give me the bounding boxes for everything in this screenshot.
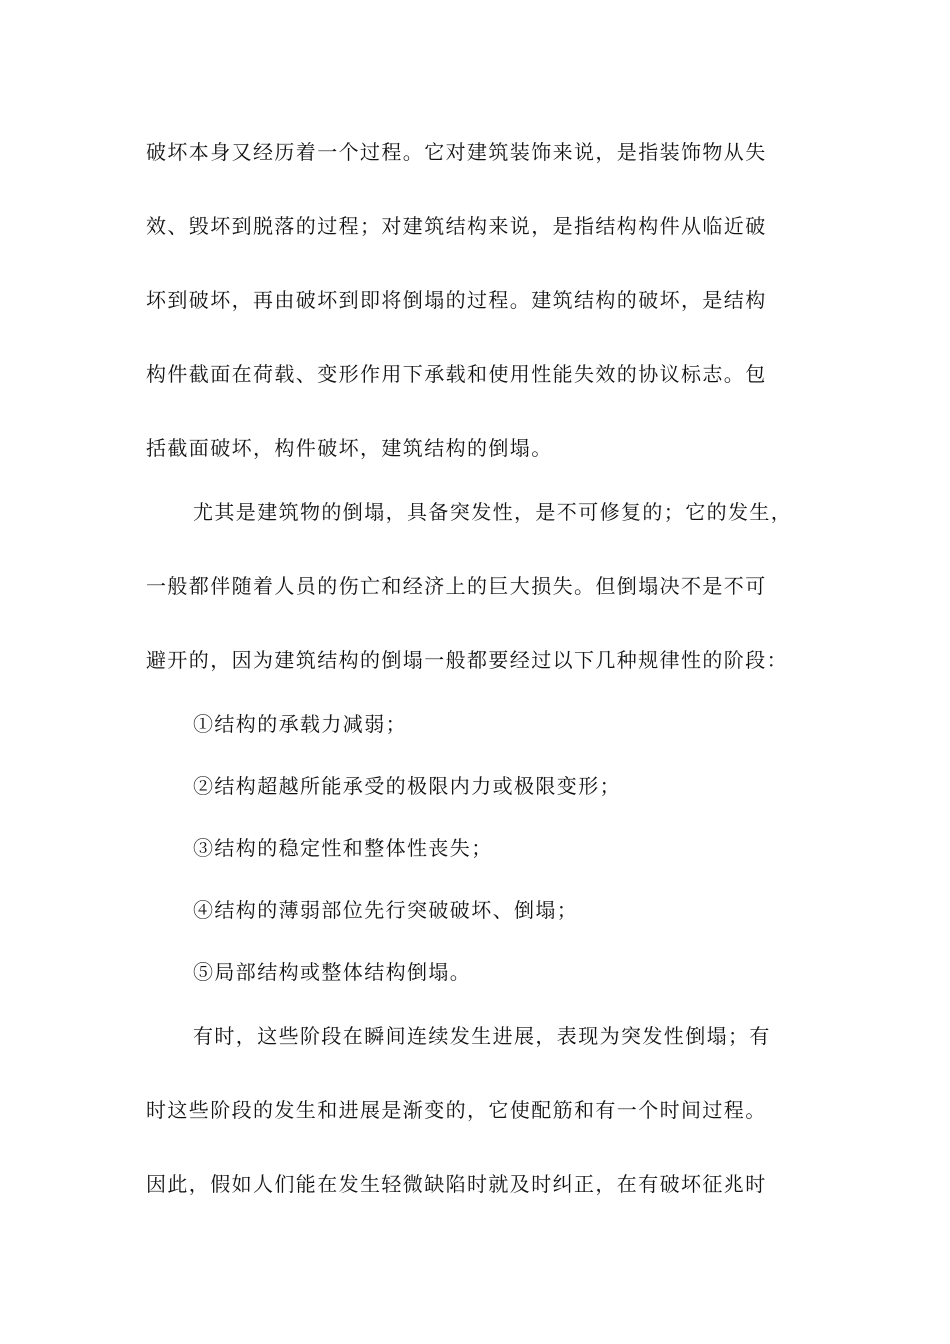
paragraph-line: 构件截面在荷载、变形作用下承载和使用性能失效的协议标志。包	[146, 362, 767, 386]
paragraph-line: 时这些阶段的发生和进展是渐变的，它使配筋和有一个时间过程。	[146, 1098, 767, 1122]
list-item: ②结构超越所能承受的极限内力或极限变形；	[193, 774, 621, 798]
list-item: ①结构的承载力减弱；	[193, 712, 407, 736]
paragraph-line: 尤其是建筑物的倒塌，具备突发性，是不可修复的；它的发生，	[193, 500, 793, 524]
paragraph-line: 破坏本身又经历着一个过程。它对建筑装饰来说，是指装饰物从失	[146, 140, 767, 164]
list-item: ③结构的稳定性和整体性丧失；	[193, 836, 493, 860]
paragraph-line: 括截面破坏，构件破坏，建筑结构的倒塌。	[146, 436, 553, 460]
list-item: ⑤局部结构或整体结构倒塌。	[193, 960, 472, 984]
paragraph-line: 效、毁坏到脱落的过程；对建筑结构来说，是指结构构件从临近破	[146, 214, 767, 238]
paragraph-line: 坏到破坏，再由破坏到即将倒塌的过程。建筑结构的破坏，是结构	[146, 288, 767, 312]
paragraph-line: 一般都伴随着人员的伤亡和经济上的巨大损失。但倒塌决不是不可	[146, 574, 767, 598]
paragraph-line: 避开的，因为建筑结构的倒塌一般都要经过以下几种规律性的阶段：	[146, 648, 788, 672]
paragraph-line: 有时，这些阶段在瞬间连续发生进展，表现为突发性倒塌；有	[193, 1024, 771, 1048]
list-item: ④结构的薄弱部位先行突破破坏、倒塌；	[193, 898, 579, 922]
paragraph-line: 因此，假如人们能在发生轻微缺陷时就及时纠正，在有破坏征兆时	[146, 1172, 767, 1196]
